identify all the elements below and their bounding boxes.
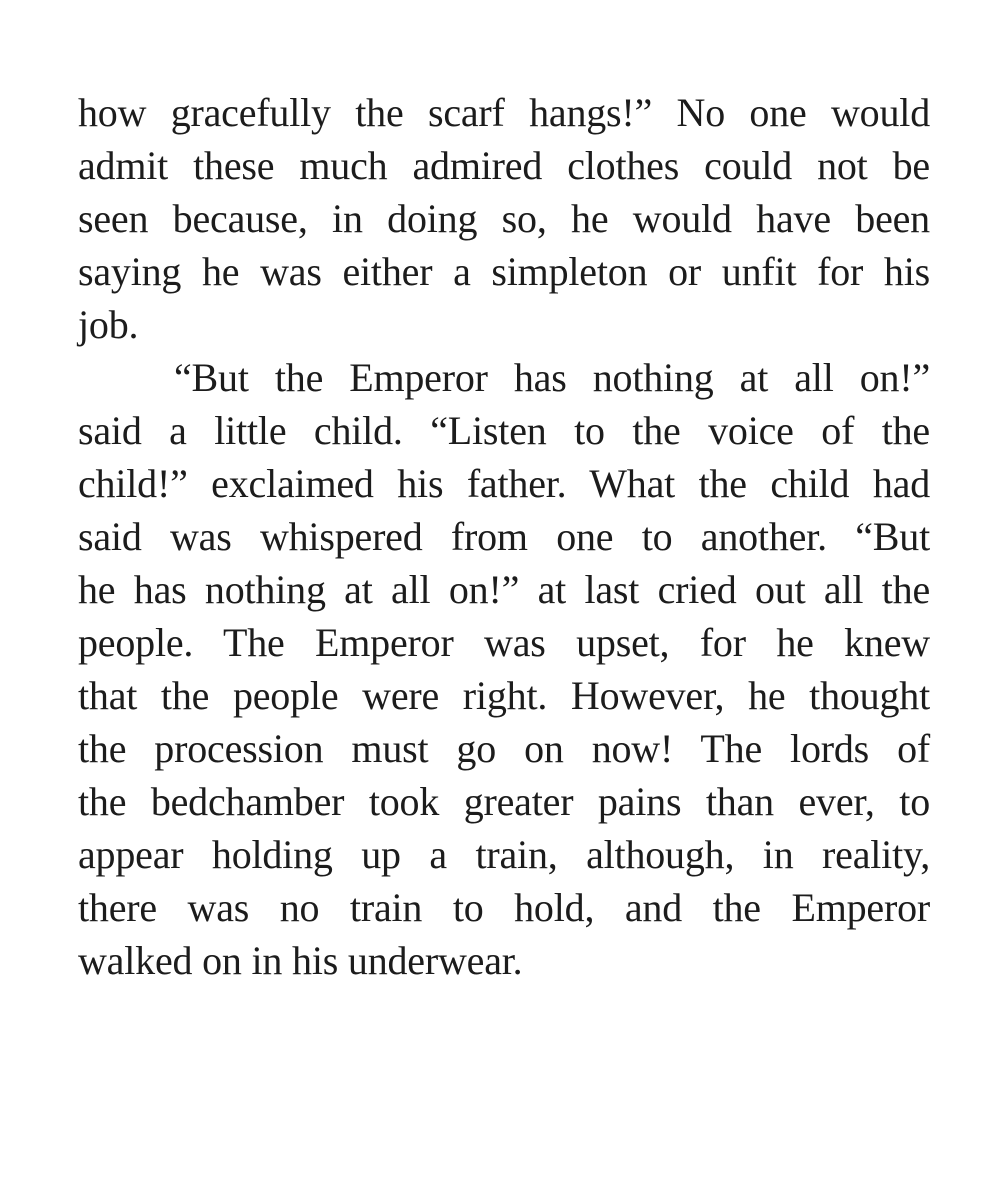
text-line: said a little child. “Listen to the voice of the [78, 408, 930, 453]
text-line: that the people were right. However, he thought [78, 673, 930, 718]
text-line: saying he was either a simpleton or unfit for his [78, 249, 930, 294]
text-line: he has nothing at all on!” at last cried out all the [78, 567, 930, 612]
text-line: said was whispered from one to another. “But [78, 514, 930, 559]
text-line: how gracefully the scarf hangs!” No one would [78, 90, 930, 135]
text-line: the procession must go on now! The lords of [78, 726, 930, 771]
paragraph-2 [78, 351, 930, 987]
body-text [78, 86, 930, 987]
text-line: walked on in his underwear. [78, 938, 523, 983]
text-line: “But the Emperor has nothing at all on!” [174, 355, 930, 400]
paragraph-1 [78, 86, 930, 351]
text-line: child!” exclaimed his father. What the child had [78, 461, 930, 506]
text-line: people. The Emperor was upset, for he knew [78, 620, 930, 665]
text-line: appear holding up a train, although, in reality, [78, 832, 930, 877]
text-line: job. [78, 302, 139, 347]
text-line: the bedchamber took greater pains than ever, to [78, 779, 930, 824]
text-line: there was no train to hold, and the Emperor [78, 885, 930, 930]
text-line: admit these much admired clothes could not be [78, 143, 930, 188]
text-line: seen because, in doing so, he would have been [78, 196, 930, 241]
